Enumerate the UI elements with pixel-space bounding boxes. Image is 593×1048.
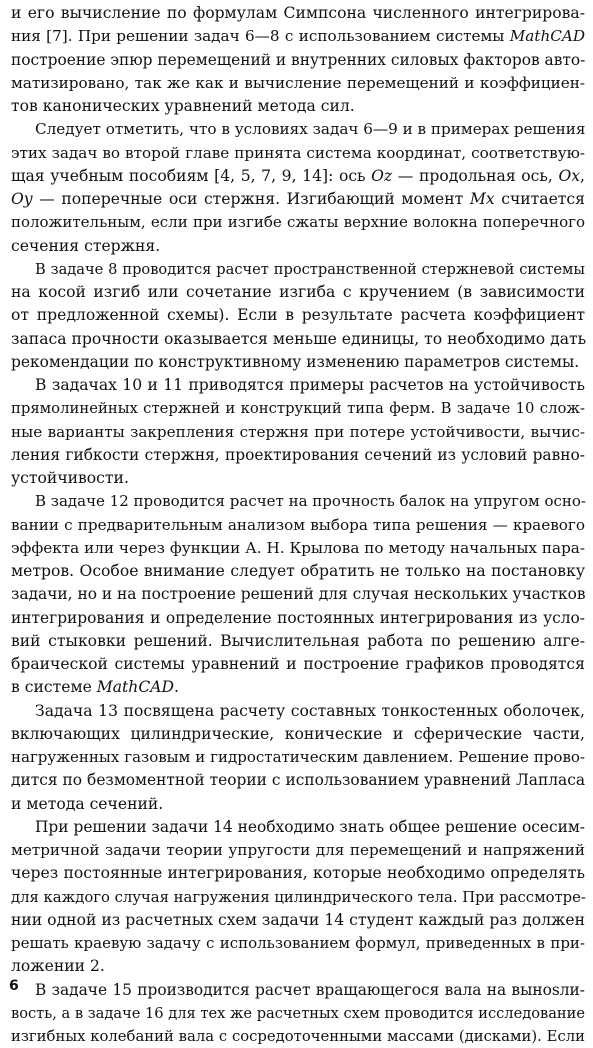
text-line: вий стыковки решений. Вычислительная работа по решению алге- [11, 630, 585, 653]
text-line: эффекта или через функции А. Н. Крылова по методу начальных пара- [11, 537, 585, 560]
paragraph [11, 979, 585, 1048]
text-line: щая учебным пособиям [4, 5, 7, 9, 14]: ось Oz — продольная ось, Ox, [11, 165, 585, 188]
paragraph [11, 816, 585, 979]
text-line: включающих цилиндрические, конические и сферические части, [11, 723, 585, 746]
text-line: запаса прочности оказывается меньше единицы, то необходимо дать [11, 328, 585, 351]
text-line: В задаче 8 проводится расчет пространственной стержневой системы [11, 258, 585, 281]
text-line: метричной задачи теории упругости для перемещений и напряжений [11, 839, 585, 862]
text-line: ные варианты закрепления стержня при потере устойчивости, вычис- [11, 421, 585, 444]
paragraph [11, 118, 585, 258]
text-line: ния [7]. При решении задач 6—8 с использованием системы MathCAD [11, 25, 585, 48]
text-line: изгибных колебаний вала с сосредоточенными массами (дисками). Если [11, 1025, 585, 1048]
paragraph [11, 2, 585, 118]
paragraph [11, 374, 585, 490]
text-line: от предложенной схемы). Если в результате расчета коэффициент [11, 304, 585, 327]
text-line: и его вычисление по формулам Симпсона численного интегрирова- [11, 2, 585, 25]
text-line: для каждого случая нагружения цилиндрического тела. При рассмотре- [11, 886, 585, 909]
text-line: интегрирования и определение постоянных интегрирования из усло- [11, 607, 585, 630]
text-line: дится по безмоментной теории с использованием уравнений Лапласа [11, 769, 585, 792]
text-line: и метода сечений. [11, 793, 585, 816]
paragraph [11, 490, 585, 699]
text-line: в системе MathCAD. [11, 676, 585, 699]
text-line: тов канонических уравнений метода сил. [11, 95, 585, 118]
text-line: прямолинейных стержней и конструкций типа ферм. В задаче 10 слож- [11, 397, 585, 420]
text-line: через постоянные интегрирования, которые необходимо определять [11, 862, 585, 885]
text-line: на косой изгиб или сочетание изгиба с кручением (в зависимости [11, 281, 585, 304]
text-line: устойчивости. [11, 467, 585, 490]
text-line: При решении задачи 14 необходимо знать общее решение осесим- [11, 816, 585, 839]
text-line: рекомендации по конструктивному изменению параметров системы. [11, 351, 585, 374]
text-line: задачи, но и на построение решений для случая нескольких участков [11, 583, 585, 606]
text-line: браической системы уравнений и построение графиков проводятся [11, 653, 585, 676]
body-text [11, 2, 585, 1048]
text-line: ления гибкости стержня, проектирования сечений из условий равно- [11, 444, 585, 467]
text-line: В задачах 10 и 11 приводятся примеры расчетов на устойчивость [11, 374, 585, 397]
text-line: ложении 2. [11, 955, 585, 978]
paragraph [11, 700, 585, 816]
text-line: вании с предварительным анализом выбора типа решения — краевого [11, 514, 585, 537]
text-line: В задаче 15 производится расчет вращающегося вала на вынosли- [11, 979, 585, 1002]
text-line: положительным, если при изгибе сжаты верхние волокна поперечного [11, 211, 585, 234]
text-line: нагруженных газовым и гидростатическим давлением. Решение прово- [11, 746, 585, 769]
text-line: Задача 13 посвящена расчету составных тонкостенных оболочек, [11, 700, 585, 723]
paragraph [11, 258, 585, 374]
text-line: сечения стержня. [11, 235, 585, 258]
text-line: метров. Особое внимание следует обратить не только на постановку [11, 560, 585, 583]
text-line: решать краевую задачу с использованием формул, приведенных в при- [11, 932, 585, 955]
text-line: Следует отметить, что в условиях задач 6—9 и в примерах решения [11, 118, 585, 141]
text-line: нии одной из расчетных схем задачи 14 студент каждый раз должен [11, 909, 585, 932]
text-line: матизировано, так же как и вычисление перемещений и коэффициен- [11, 72, 585, 95]
text-line: вость, а в задаче 16 для тех же расчетных схем проводится исследование [11, 1002, 585, 1025]
text-line: построение эпюр перемещений и внутренних силовых факторов авто- [11, 49, 585, 72]
text-line: этих задач во второй главе принята система координат, соответствую- [11, 142, 585, 165]
page-number: 6 [9, 978, 19, 994]
text-line: Oy — поперечные оси стержня. Изгибающий момент Mx считается [11, 188, 585, 211]
text-line: В задаче 12 проводится расчет на прочность балок на упругом осно- [11, 490, 585, 513]
